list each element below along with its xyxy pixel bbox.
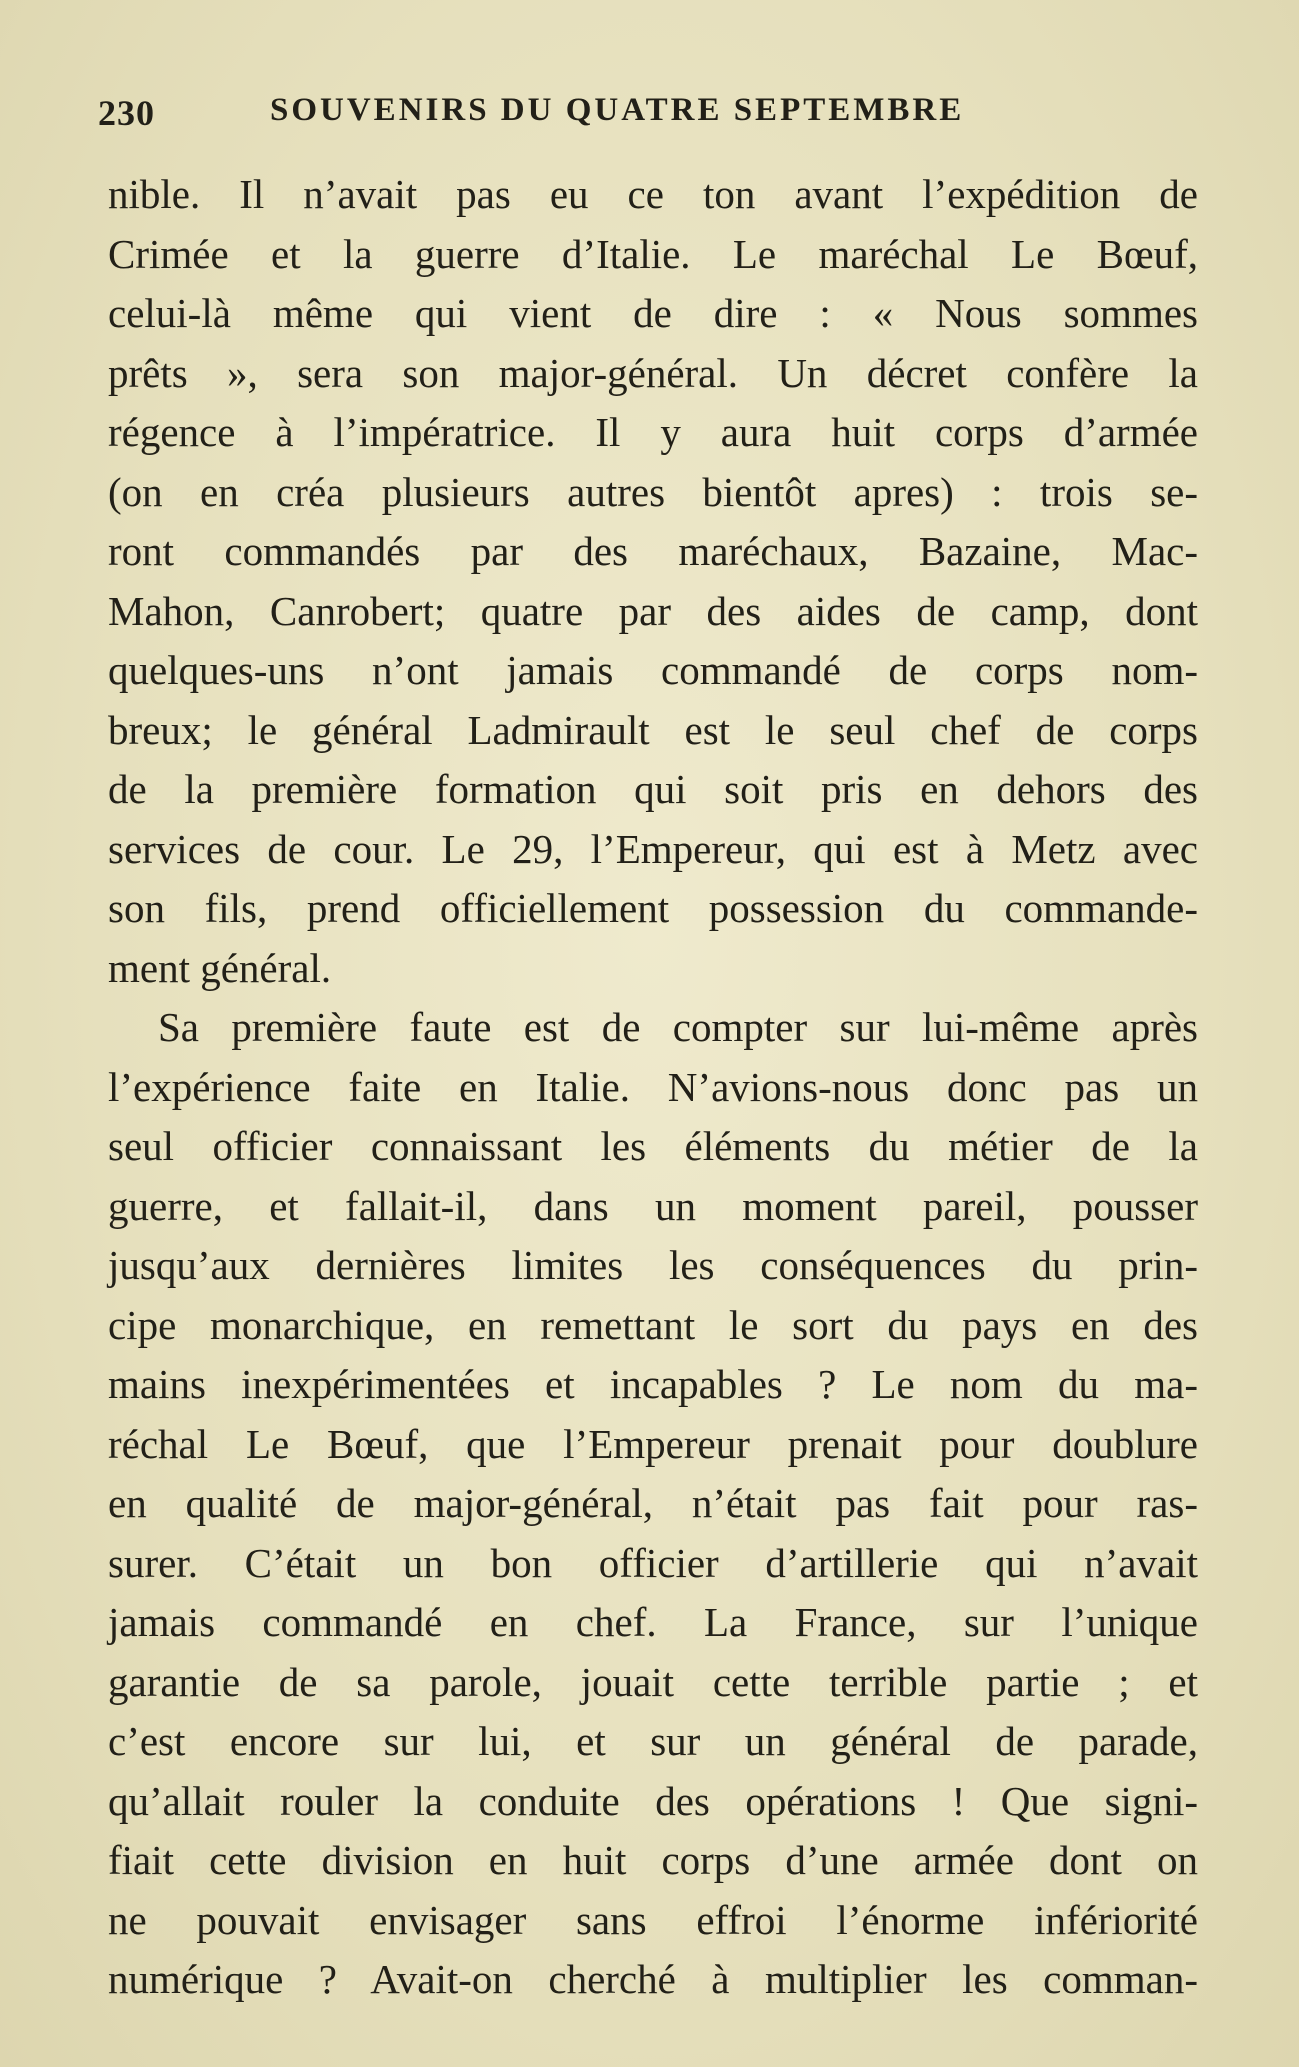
text-line: surer. C’était un bon officier d’artillerie qui n’avait [108,1539,1198,1586]
text-line: nible. Il n’avait pas eu ce ton avant l’expédition de [108,171,1198,217]
body-text [108,165,1198,2010]
text-line: seul officier connaissant les éléments du métier de la [108,1123,1198,1169]
running-title: SOUVENIRS DU QUATRE SEPTEMBRE [270,92,965,128]
text-line: numérique ? Avait-on cherché à multiplier les comman- [108,1956,1198,2002]
text-line: l’expérience faite en Italie. N’avions-nous donc pas un [108,1063,1198,1110]
text-line: en qualité de major-général, n’était pas fait pour ras- [108,1480,1198,1526]
text-line: c’est encore sur lui, et sur un général de parade, [108,1718,1198,1764]
text-line: ront commandés par des maréchaux, Bazaine, Mac- [108,528,1198,574]
text-line: jusqu’aux dernières limites les conséquences du prin- [108,1242,1198,1288]
text-line: de la première formation qui soit pris en dehors des [108,766,1198,812]
text-line: Mahon, Canrobert; quatre par des aides de camp, dont [108,587,1198,634]
text-line: garantie de sa parole, jouait cette terrible partie ; et [108,1658,1198,1705]
text-line: guerre, et fallait-il, dans un moment pareil, pousser [108,1182,1198,1229]
text-line: son fils, prend officiellement possession du commande- [108,885,1198,931]
text-line: jamais commandé en chef. La France, sur l’unique [108,1599,1198,1645]
text-line: Crimée et la guerre d’Italie. Le maréchal Le Bœuf, [108,230,1198,277]
text-line: cipe monarchique, en remettant le sort du pays en des [108,1301,1198,1348]
text-line: ment général. [108,944,332,991]
running-head [98,92,1048,142]
page-number: 230 [98,93,155,133]
text-line: réchal Le Bœuf, que l’Empereur prenait pour doublure [108,1420,1198,1467]
text-line: mains inexpérimentées et incapables ? Le nom du ma- [108,1361,1198,1407]
text-line: breux; le général Ladmirault est le seul chef de corps [108,706,1198,753]
text-line: services de cour. Le 29, l’Empereur, qui est à Metz avec [108,825,1198,872]
text-line: fiait cette division en huit corps d’une armée dont on [108,1837,1198,1883]
text-line: celui-là même qui vient de dire : « Nous sommes [108,290,1198,336]
text-line: quelques-uns n’ont jamais commandé de corps nom- [108,647,1198,693]
text-line: régence à l’impératrice. Il y aura huit corps d’armée [108,409,1198,455]
text-line: prêts », sera son major-général. Un décret confère la [108,349,1198,396]
text-line: Sa première faute est de compter sur lui-même après [158,1004,1198,1050]
text-line: (on en créa plusieurs autres bientôt apres) : trois se- [108,468,1198,515]
text-line: ne pouvait envisager sans effroi l’énorme infériorité [108,1896,1198,1943]
text-line: qu’allait rouler la conduite des opérations ! Que signi- [108,1777,1198,1824]
